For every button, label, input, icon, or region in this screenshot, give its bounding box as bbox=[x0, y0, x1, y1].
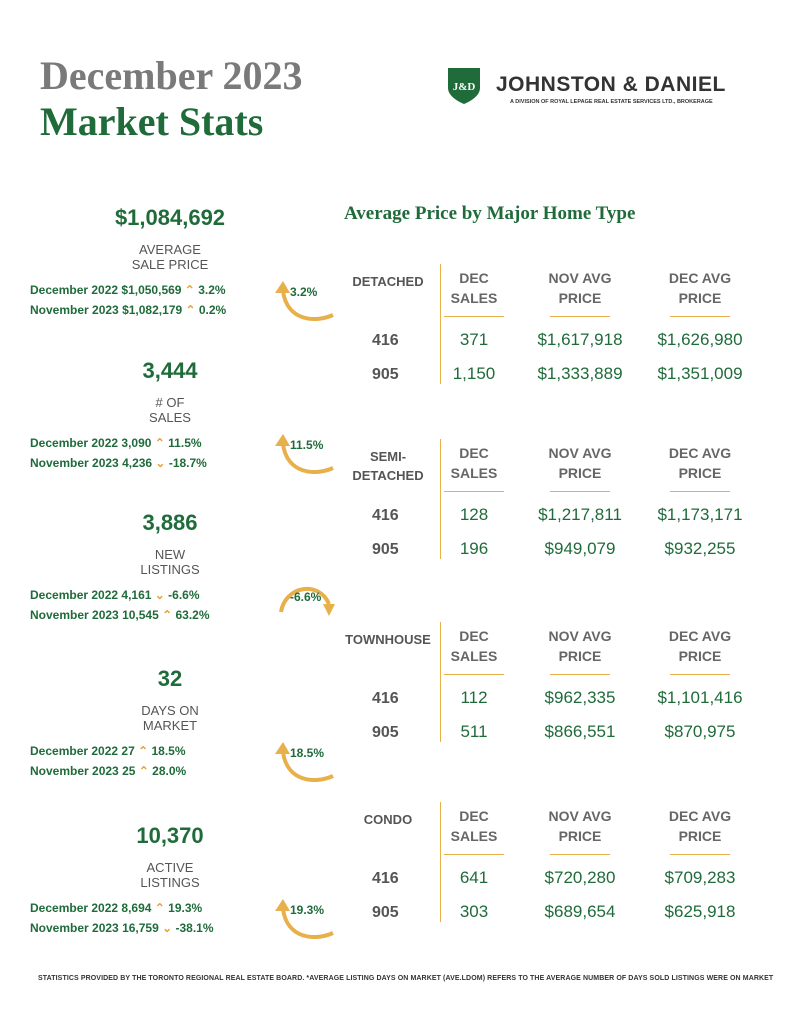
nov-avg-price-value: $1,333,889 bbox=[537, 364, 623, 383]
header-underline bbox=[444, 674, 504, 675]
comparison-pct: 11.5% bbox=[168, 436, 202, 450]
column-header-line1: DEC AVG bbox=[668, 808, 732, 824]
header-underline bbox=[550, 674, 610, 675]
comparison-value: 27 bbox=[121, 744, 135, 758]
column-header-line1: DEC bbox=[459, 808, 489, 824]
nov-avg-price-value: $720,280 bbox=[544, 868, 616, 887]
stat-value: $1,084,692 bbox=[114, 205, 226, 230]
comparison-pct: -18.7% bbox=[168, 456, 207, 470]
stat-label-line1: DAYS ON bbox=[141, 703, 199, 718]
dec-avg-price-value: $932,255 bbox=[664, 539, 736, 558]
column-header-line2: SALES bbox=[450, 465, 498, 481]
column-header bbox=[520, 268, 640, 308]
arc-percent: -6.6% bbox=[290, 590, 322, 604]
comparison-row bbox=[30, 283, 226, 297]
dec-sales-value: 303 bbox=[459, 902, 489, 921]
header-underline bbox=[670, 674, 730, 675]
dec-sales-value: 511 bbox=[460, 722, 488, 741]
comparison-period: December 2022 bbox=[30, 588, 119, 602]
home-type-line1: TOWNHOUSE bbox=[345, 632, 431, 647]
column-header-line1: DEC bbox=[459, 628, 489, 644]
logo-subtitle: A DIVISION OF ROYAL LEPAGE REAL ESTATE SERVICES LTD., BROKERAGE bbox=[510, 99, 713, 105]
arc-up-arrow-icon bbox=[275, 430, 335, 474]
comparison-row bbox=[30, 764, 186, 778]
column-header-line2: PRICE bbox=[678, 648, 722, 664]
up-chevron-icon: ⌃ bbox=[158, 608, 176, 622]
column-header-line2: PRICE bbox=[678, 290, 722, 306]
comparison-period: November 2023 bbox=[30, 921, 119, 935]
comparison-period: December 2022 bbox=[30, 436, 119, 450]
stat-label-line2: LISTINGS bbox=[140, 875, 200, 890]
dec-sales-value: 371 bbox=[459, 330, 489, 349]
comparison-row bbox=[30, 608, 210, 622]
column-header-line2: SALES bbox=[450, 290, 498, 306]
stat-label-line1: AVERAGE bbox=[139, 242, 201, 257]
dec-sales-value: 196 bbox=[459, 539, 489, 558]
dec-avg-price-value: $625,918 bbox=[664, 902, 736, 921]
dec-avg-price-value: $1,351,009 bbox=[657, 364, 743, 383]
stat-label-line2: MARKET bbox=[142, 718, 198, 733]
comparison-pct: 3.2% bbox=[198, 283, 226, 297]
comparison-row bbox=[30, 744, 186, 758]
arc-percent: 3.2% bbox=[290, 285, 318, 299]
column-header-line2: PRICE bbox=[558, 648, 602, 664]
comparison-row bbox=[30, 456, 207, 470]
region-code: 905 bbox=[372, 366, 399, 383]
stat-label-line1: # OF bbox=[155, 395, 185, 410]
column-header bbox=[520, 626, 640, 666]
stat-value: 32 bbox=[157, 666, 183, 691]
arc-down-arrow-icon bbox=[275, 582, 335, 626]
comparison-pct: -38.1% bbox=[175, 921, 214, 935]
nov-avg-price-value: $1,617,918 bbox=[537, 330, 623, 349]
up-chevron-icon: ⌃ bbox=[151, 901, 169, 915]
dec-avg-price-value: $870,975 bbox=[664, 722, 736, 741]
comparison-period: November 2023 bbox=[30, 456, 119, 470]
column-header-line1: NOV AVG bbox=[548, 445, 612, 461]
column-header bbox=[414, 806, 534, 846]
arc-percent: 11.5% bbox=[290, 438, 324, 452]
comparison-row bbox=[30, 303, 226, 317]
dec-avg-price-value: $1,173,171 bbox=[657, 505, 743, 524]
column-header bbox=[520, 443, 640, 483]
arc-up-arrow-icon bbox=[275, 277, 335, 321]
price-section-heading: Average Price by Major Home Type bbox=[344, 203, 636, 224]
stat-label-line1: NEW bbox=[154, 547, 186, 562]
home-type-line1: CONDO bbox=[363, 812, 413, 827]
up-chevron-icon: ⌃ bbox=[182, 303, 199, 317]
home-type-line2: DETACHED bbox=[352, 468, 424, 483]
column-header-line2: PRICE bbox=[678, 465, 722, 481]
comparison-value: 25 bbox=[122, 764, 136, 778]
region-code: 416 bbox=[372, 690, 399, 707]
dec-sales-value: 1,150 bbox=[452, 364, 496, 383]
logo-monogram: J&D bbox=[452, 81, 476, 93]
nov-avg-price-value: $1,217,811 bbox=[538, 505, 622, 524]
column-header-line2: PRICE bbox=[558, 828, 602, 844]
arc-percent: 19.3% bbox=[290, 903, 325, 917]
stat-value: 10,370 bbox=[136, 823, 204, 848]
column-header bbox=[640, 806, 760, 846]
comparison-value: $1,050,569 bbox=[121, 283, 182, 297]
arc-up-arrow-icon bbox=[275, 895, 335, 939]
header-underline bbox=[444, 854, 504, 855]
comparison-value: 10,545 bbox=[122, 608, 159, 622]
page-title-line2: Market Stats bbox=[40, 99, 264, 144]
comparison-pct: 0.2% bbox=[198, 303, 227, 317]
column-header bbox=[640, 443, 760, 483]
column-header bbox=[414, 626, 534, 666]
stat-label-line2: LISTINGS bbox=[140, 562, 200, 577]
region-code: 416 bbox=[372, 507, 399, 524]
column-header-line1: NOV AVG bbox=[548, 808, 612, 824]
up-chevron-icon: ⌃ bbox=[151, 436, 169, 450]
comparison-period: December 2022 bbox=[30, 744, 119, 758]
column-header-line1: DEC AVG bbox=[668, 270, 732, 286]
comparison-row bbox=[30, 588, 200, 602]
comparison-period: December 2022 bbox=[30, 283, 119, 297]
up-chevron-icon: ⌃ bbox=[135, 764, 153, 778]
header-underline bbox=[550, 316, 610, 317]
region-code: 905 bbox=[372, 904, 399, 921]
region-code: 416 bbox=[372, 332, 399, 349]
comparison-pct: 63.2% bbox=[175, 608, 210, 622]
comparison-pct: -6.6% bbox=[168, 588, 200, 602]
dec-sales-value: 641 bbox=[459, 868, 489, 887]
nov-avg-price-value: $949,079 bbox=[544, 539, 616, 558]
comparison-value: 3,090 bbox=[121, 436, 152, 450]
column-header-line1: DEC bbox=[459, 270, 489, 286]
page-title-line1: December 2023 bbox=[40, 53, 303, 98]
comparison-period: November 2023 bbox=[30, 764, 119, 778]
header-underline bbox=[444, 491, 504, 492]
up-chevron-icon: ⌃ bbox=[134, 744, 152, 758]
down-chevron-icon: ⌄ bbox=[158, 921, 176, 935]
header-underline bbox=[550, 854, 610, 855]
arc-percent: 18.5% bbox=[290, 746, 325, 760]
dec-avg-price-value: $1,626,980 bbox=[657, 330, 743, 349]
column-header bbox=[520, 806, 640, 846]
up-chevron-icon: ⌃ bbox=[181, 283, 199, 297]
stat-value: 3,886 bbox=[142, 510, 198, 535]
dec-sales-value: 128 bbox=[459, 505, 489, 524]
column-header-line1: NOV AVG bbox=[548, 270, 612, 286]
stat-label-line2: SALE PRICE bbox=[131, 257, 209, 272]
nov-avg-price-value: $962,335 bbox=[544, 688, 616, 707]
home-type-line1: SEMI- bbox=[369, 449, 407, 464]
stat-label-line2: SALES bbox=[149, 410, 191, 425]
column-header-line1: DEC AVG bbox=[668, 628, 732, 644]
footer-note: STATISTICS PROVIDED BY THE TORONTO REGIONAL REAL ESTATE BOARD. *AVERAGE LISTING DAYS ON MARKET (AVE.LDOM) REFERS TO THE AVERAGE NUMBER OF DAYS SOLD LISTINGS WERE ON MARKET bbox=[38, 975, 774, 982]
comparison-value: 16,759 bbox=[122, 921, 159, 935]
comparison-row bbox=[30, 921, 214, 935]
stat-value: 3,444 bbox=[142, 358, 198, 383]
comparison-pct: 19.3% bbox=[168, 901, 203, 915]
comparison-pct: 18.5% bbox=[151, 744, 186, 758]
column-header-line2: SALES bbox=[450, 648, 498, 664]
header-underline bbox=[670, 316, 730, 317]
dec-avg-price-value: $709,283 bbox=[664, 868, 736, 887]
column-header bbox=[640, 626, 760, 666]
comparison-period: November 2023 bbox=[30, 608, 119, 622]
header-underline bbox=[444, 316, 504, 317]
column-header bbox=[414, 443, 534, 483]
comparison-row bbox=[30, 436, 202, 450]
column-header-line1: NOV AVG bbox=[548, 628, 612, 644]
column-header-line1: DEC AVG bbox=[668, 445, 732, 461]
column-header-line2: PRICE bbox=[558, 290, 602, 306]
column-header-line2: PRICE bbox=[558, 465, 602, 481]
brand-shield-icon bbox=[446, 66, 482, 106]
region-code: 905 bbox=[372, 541, 399, 558]
column-header bbox=[640, 268, 760, 308]
header-underline bbox=[550, 491, 610, 492]
comparison-period: November 2023 bbox=[30, 303, 119, 317]
region-code: 416 bbox=[372, 870, 399, 887]
header-underline bbox=[670, 491, 730, 492]
comparison-value: $1,082,179 bbox=[122, 303, 183, 317]
stat-label-line1: ACTIVE bbox=[146, 860, 194, 875]
comparison-value: 4,236 bbox=[122, 456, 153, 470]
down-chevron-icon: ⌄ bbox=[151, 588, 169, 602]
column-header-line2: PRICE bbox=[678, 828, 722, 844]
header-underline bbox=[670, 854, 730, 855]
comparison-value: 4,161 bbox=[121, 588, 152, 602]
nov-avg-price-value: $689,654 bbox=[544, 902, 616, 921]
column-header-line2: SALES bbox=[450, 828, 498, 844]
down-chevron-icon: ⌄ bbox=[152, 456, 169, 470]
arc-up-arrow-icon bbox=[275, 738, 335, 782]
nov-avg-price-value: $866,551 bbox=[544, 722, 616, 741]
comparison-value: 8,694 bbox=[121, 901, 152, 915]
comparison-period: December 2022 bbox=[30, 901, 119, 915]
comparison-pct: 28.0% bbox=[152, 764, 187, 778]
home-type-line1: DETACHED bbox=[352, 274, 424, 289]
column-header-line1: DEC bbox=[459, 445, 489, 461]
dec-sales-value: 112 bbox=[460, 688, 488, 707]
region-code: 905 bbox=[372, 724, 399, 741]
comparison-row bbox=[30, 901, 202, 915]
logo-name: JOHNSTON & DANIEL bbox=[496, 73, 726, 96]
dec-avg-price-value: $1,101,416 bbox=[657, 688, 743, 707]
column-header bbox=[414, 268, 534, 308]
